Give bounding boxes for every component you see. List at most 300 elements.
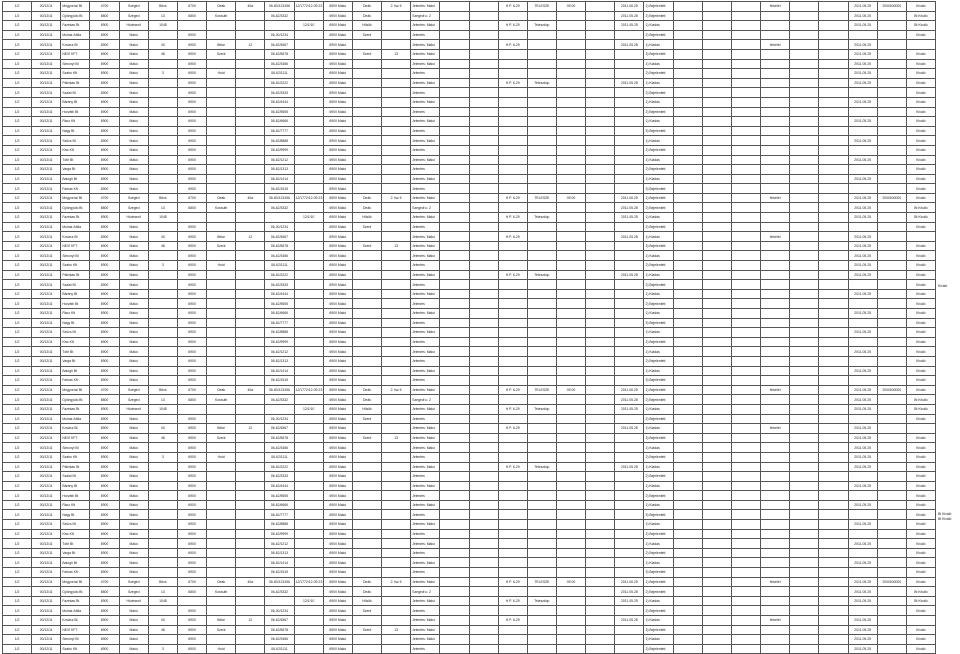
table-cell: 1/2: [3, 385, 32, 395]
table-cell: [382, 270, 411, 280]
table-cell: [352, 558, 381, 568]
table-cell: Makó: [119, 222, 148, 232]
table-cell: 6900: [177, 520, 206, 530]
table-cell: [469, 97, 498, 107]
table-cell: 1) Kiadás: [644, 78, 673, 88]
table-cell: 2000000000: [877, 193, 906, 203]
table-cell: [615, 443, 644, 453]
table-cell: 6900: [177, 529, 206, 539]
table-cell: 06-62/1313: [265, 548, 294, 558]
table-cell: Jelentés: [411, 145, 440, 155]
table-cell: 6900: [90, 309, 119, 319]
table-cell: [440, 347, 469, 357]
table-cell: Jelentés: Makó: [411, 596, 440, 606]
table-cell: [673, 289, 702, 299]
table-cell: [148, 136, 177, 146]
table-cell: [469, 213, 498, 223]
table-cell: 6800: [90, 203, 119, 213]
table-cell: [790, 414, 819, 424]
table-cell: [731, 558, 760, 568]
table-cell: 6800: [177, 587, 206, 597]
table-cell: 6900 Makó: [323, 318, 352, 328]
table-cell: [877, 414, 906, 424]
table-cell: [294, 558, 323, 568]
table-cell: [382, 251, 411, 261]
table-cell: Szeged: [119, 577, 148, 587]
table-cell: [294, 78, 323, 88]
table-cell: 6900 Makó: [323, 395, 352, 405]
table-row: [3, 145, 936, 155]
table-cell: [731, 376, 760, 386]
table-cell: Horváth Bt: [61, 491, 90, 501]
table-row: [3, 193, 936, 203]
table-cell: Jelentés: Makó: [411, 424, 440, 434]
table-cell: Szalai Bt: [61, 280, 90, 290]
table-cell: [731, 596, 760, 606]
table-cell: 1) Bejelentett: [644, 2, 673, 12]
table-cell: [352, 59, 381, 69]
table-cell: [586, 241, 615, 251]
table-cell: Teleszkóp: [527, 596, 556, 606]
table-cell: 06-62/9999: [265, 145, 294, 155]
table-cell: 1/2: [3, 433, 32, 443]
table-cell: 06-62/3332: [265, 587, 294, 597]
table-cell: [615, 174, 644, 184]
table-cell: 3) Bejelentett: [644, 184, 673, 194]
table-cell: 6900 Makó: [323, 261, 352, 271]
table-cell: Kossuth: [207, 587, 236, 597]
table-cell: [877, 97, 906, 107]
table-cell: 06-62/4567: [265, 40, 294, 50]
table-cell: [440, 2, 469, 12]
table-cell: 00/12/11: [32, 500, 61, 510]
table-cell: Szabó Kft: [61, 644, 90, 654]
table-cell: 6900: [90, 347, 119, 357]
table-cell: 13: [148, 395, 177, 405]
table-cell: 06-62/1111: [265, 452, 294, 462]
table-cell: 6900: [90, 213, 119, 223]
table-cell: [294, 635, 323, 645]
table-cell: Bt Kiváló: [906, 213, 935, 223]
table-cell: [586, 261, 615, 271]
table-cell: 6900 Makó: [323, 606, 352, 616]
table-cell: [207, 520, 236, 530]
table-cell: [469, 69, 498, 79]
table-cell: [236, 174, 265, 184]
table-cell: 00/12/11: [32, 30, 61, 40]
table-cell: [731, 568, 760, 578]
table-cell: Makó: [119, 568, 148, 578]
table-cell: 00/12/11: [32, 424, 61, 434]
table-cell: [556, 174, 585, 184]
table-cell: 06-30/1234: [265, 414, 294, 424]
table-cell: 06-62/7777: [265, 126, 294, 136]
table-cell: [877, 232, 906, 242]
table-cell: [731, 404, 760, 414]
table-cell: 1/2: [3, 309, 32, 319]
table-cell: [731, 510, 760, 520]
table-cell: 6900 Makó: [323, 366, 352, 376]
table-cell: Kiváló: [906, 289, 935, 299]
table-cell: [702, 309, 731, 319]
table-cell: 06-80/123456: [265, 193, 294, 203]
table-cell: [673, 452, 702, 462]
table-cell: 6900: [177, 318, 206, 328]
table-row: [3, 280, 936, 290]
table-cell: [469, 261, 498, 271]
table-cell: 6900 Makó: [323, 309, 352, 319]
table-cell: 2011.05.28: [615, 203, 644, 213]
table-cell: Szeged: [119, 385, 148, 395]
table-cell: 6900: [177, 117, 206, 127]
table-cell: [382, 606, 411, 616]
table-cell: [527, 280, 556, 290]
table-row: [3, 616, 936, 626]
table-cell: [731, 289, 760, 299]
table-cell: [382, 395, 411, 405]
table-cell: 1/2: [3, 193, 32, 203]
table-cell: [527, 424, 556, 434]
table-cell: [615, 366, 644, 376]
table-cell: Makó: [119, 520, 148, 530]
table-cell: [702, 2, 731, 12]
table-cell: [469, 193, 498, 203]
table-cell: 13: [382, 49, 411, 59]
table-cell: 4700: [90, 385, 119, 395]
table-cell: [294, 136, 323, 146]
table-cell: [207, 472, 236, 482]
table-cell: [469, 280, 498, 290]
table-cell: [440, 69, 469, 79]
table-cell: 00/12/11: [32, 577, 61, 587]
table-cell: [761, 376, 790, 386]
table-row: [3, 97, 936, 107]
table-cell: [761, 558, 790, 568]
table-cell: 3: [148, 69, 177, 79]
table-cell: [702, 49, 731, 59]
table-cell: [294, 644, 323, 654]
table-cell: Varga Bt: [61, 548, 90, 558]
table-cell: 06-80/123456: [265, 385, 294, 395]
table-cell: [673, 184, 702, 194]
table-cell: [440, 529, 469, 539]
table-cell: [440, 213, 469, 223]
table-cell: TELESZE: [527, 2, 556, 12]
table-cell: [819, 203, 848, 213]
table-cell: [731, 644, 760, 654]
table-cell: Jelentés: [411, 510, 440, 520]
table-cell: [556, 270, 585, 280]
table-cell: [527, 184, 556, 194]
table-cell: [440, 11, 469, 21]
table-cell: [790, 616, 819, 626]
table-cell: 2) Bejelentett: [644, 491, 673, 501]
table-cell: 1048: [148, 213, 177, 223]
table-cell: [469, 232, 498, 242]
table-cell: [382, 424, 411, 434]
table-cell: 6900: [177, 69, 206, 79]
table-cell: 2011.05.25: [848, 644, 877, 654]
table-row: [3, 136, 936, 146]
table-cell: Makó: [119, 539, 148, 549]
table-cell: 1/2: [3, 548, 32, 558]
table-cell: [702, 40, 731, 50]
table-cell: [615, 155, 644, 165]
table-cell: [702, 117, 731, 127]
table-cell: [207, 145, 236, 155]
table-cell: 1/2: [3, 2, 32, 12]
table-cell: [294, 481, 323, 491]
table-cell: Kiváló: [906, 500, 935, 510]
table-cell: 1/2: [3, 11, 32, 21]
table-cell: 6900 Makó: [323, 577, 352, 587]
table-cell: [236, 155, 265, 165]
table-cell: Jelentés: [411, 69, 440, 79]
table-cell: Deák: [207, 577, 236, 587]
table-cell: [498, 11, 527, 21]
table-cell: [790, 635, 819, 645]
table-cell: [731, 97, 760, 107]
table-cell: [527, 309, 556, 319]
table-cell: [440, 644, 469, 654]
table-cell: [382, 21, 411, 31]
table-cell: [527, 616, 556, 626]
table-cell: [877, 117, 906, 127]
table-cell: 2011.05.25: [848, 251, 877, 261]
table-cell: [498, 558, 527, 568]
table-cell: 6900: [177, 155, 206, 165]
table-cell: [498, 491, 527, 501]
table-cell: 12/1/10: [294, 21, 323, 31]
table-cell: [382, 222, 411, 232]
table-cell: TELESZE: [527, 193, 556, 203]
table-cell: [382, 452, 411, 462]
table-cell: Makó: [119, 500, 148, 510]
table-cell: [498, 356, 527, 366]
table-cell: [236, 414, 265, 424]
table-cell: [148, 174, 177, 184]
table-cell: [615, 606, 644, 616]
table-cell: 00/12/11: [32, 472, 61, 482]
table-cell: [819, 280, 848, 290]
table-cell: Makó: [119, 126, 148, 136]
table-cell: [731, 635, 760, 645]
table-cell: [819, 184, 848, 194]
table-cell: [673, 270, 702, 280]
table-cell: [556, 251, 585, 261]
table-cell: 1/2: [3, 78, 32, 88]
table-cell: [556, 462, 585, 472]
table-cell: Kossuth: [207, 203, 236, 213]
table-cell: [556, 232, 585, 242]
table-cell: H.P. 6-29: [498, 40, 527, 50]
table-cell: 13: [148, 203, 177, 213]
table-cell: [352, 88, 381, 98]
table-cell: [877, 376, 906, 386]
table-cell: Hold: [207, 452, 236, 462]
table-cell: [586, 21, 615, 31]
table-cell: Kiváló: [906, 472, 935, 482]
table-cell: [790, 539, 819, 549]
table-cell: [294, 347, 323, 357]
table-cell: Jelentés: [411, 261, 440, 271]
table-cell: [731, 107, 760, 117]
table-cell: [469, 40, 498, 50]
table-cell: [761, 443, 790, 453]
table-cell: [819, 491, 848, 501]
table-cell: Szegedi u. 2: [411, 587, 440, 597]
table-cell: [673, 145, 702, 155]
table-cell: [294, 318, 323, 328]
table-cell: 1/2: [3, 222, 32, 232]
table-cell: [819, 577, 848, 587]
table-cell: 1/2: [3, 289, 32, 299]
table-cell: [761, 117, 790, 127]
table-cell: [440, 136, 469, 146]
table-cell: [761, 548, 790, 558]
table-cell: Jelentés: Makó: [411, 539, 440, 549]
table-row: [3, 241, 936, 251]
table-cell: [498, 472, 527, 482]
table-cell: [469, 644, 498, 654]
table-cell: [382, 117, 411, 127]
table-cell: Kovács Bt: [61, 40, 90, 50]
table-cell: 2011.05.28: [615, 395, 644, 405]
table-cell: [236, 126, 265, 136]
table-cell: 6900: [90, 596, 119, 606]
table-cell: [556, 59, 585, 69]
table-cell: Makó: [119, 347, 148, 357]
table-cell: [615, 568, 644, 578]
table-cell: Kovács Bt: [61, 232, 90, 242]
table-cell: 6900 Makó: [323, 174, 352, 184]
table-cell: Hősök: [352, 21, 381, 31]
table-cell: 6900 Makó: [323, 539, 352, 549]
table-cell: felvétel: [761, 40, 790, 50]
table-cell: [440, 193, 469, 203]
table-cell: Jelentés: [411, 318, 440, 328]
table-cell: 06-62/7777: [265, 318, 294, 328]
table-cell: 1/2: [3, 462, 32, 472]
table-row: [3, 404, 936, 414]
table-cell: 6900: [90, 529, 119, 539]
table-cell: [877, 424, 906, 434]
table-cell: 2011.05.25: [848, 433, 877, 443]
table-cell: 00/12/11: [32, 97, 61, 107]
table-cell: [527, 107, 556, 117]
table-cell: Jelentés: [411, 30, 440, 40]
table-cell: [877, 443, 906, 453]
table-cell: [702, 30, 731, 40]
table-cell: Gyöngyösi Bt: [61, 395, 90, 405]
table-cell: 00/12/11: [32, 165, 61, 175]
table-cell: 6900 Makó: [323, 356, 352, 366]
table-cell: [527, 165, 556, 175]
table-cell: 2011.05.25: [848, 577, 877, 587]
table-cell: Kossuth: [207, 395, 236, 405]
table-cell: [440, 625, 469, 635]
table-cell: [731, 481, 760, 491]
table-cell: 1/2: [3, 472, 32, 482]
table-cell: [790, 558, 819, 568]
table-cell: 06-62/1212: [265, 347, 294, 357]
table-cell: 1/2: [3, 155, 32, 165]
table-cell: [352, 644, 381, 654]
table-cell: [790, 424, 819, 434]
table-cell: [673, 414, 702, 424]
table-cell: [673, 366, 702, 376]
table-cell: 6900 Makó: [323, 462, 352, 472]
table-cell: 6900: [177, 184, 206, 194]
table-cell: [440, 184, 469, 194]
table-row: [3, 126, 936, 136]
table-cell: [352, 481, 381, 491]
table-cell: [586, 155, 615, 165]
table-cell: 06-62/2222: [265, 78, 294, 88]
table-cell: [498, 126, 527, 136]
table-cell: [556, 548, 585, 558]
table-cell: [236, 472, 265, 482]
table-cell: [877, 136, 906, 146]
table-cell: 00/12/11: [32, 21, 61, 31]
table-cell: [761, 289, 790, 299]
table-cell: [352, 529, 381, 539]
table-cell: [527, 88, 556, 98]
table-cell: 2011.05.25: [848, 213, 877, 223]
table-cell: Jelentés: [411, 337, 440, 347]
table-cell: [761, 625, 790, 635]
table-cell: Kiváló: [906, 433, 935, 443]
table-cell: 06-62/3333: [265, 472, 294, 482]
table-row: [3, 174, 936, 184]
table-cell: [673, 59, 702, 69]
table-cell: 6900 Makó: [323, 289, 352, 299]
table-cell: [148, 548, 177, 558]
table-cell: [236, 356, 265, 366]
table-row: [3, 11, 936, 21]
table-cell: 6900: [177, 30, 206, 40]
table-cell: [790, 11, 819, 21]
table-cell: [352, 289, 381, 299]
table-cell: [440, 481, 469, 491]
table-cell: [615, 88, 644, 98]
table-cell: 6900 Makó: [323, 270, 352, 280]
table-cell: [761, 606, 790, 616]
table-cell: [731, 366, 760, 376]
table-cell: Szent: [352, 49, 381, 59]
table-cell: [382, 232, 411, 242]
table-cell: [877, 289, 906, 299]
table-cell: 00/12/11: [32, 443, 61, 453]
table-cell: [586, 59, 615, 69]
table-cell: [731, 261, 760, 271]
table-cell: [615, 625, 644, 635]
table-cell: [527, 366, 556, 376]
table-cell: [819, 443, 848, 453]
table-row: [3, 2, 936, 12]
table-cell: 6900 Makó: [323, 117, 352, 127]
table-cell: [790, 548, 819, 558]
table-cell: [148, 251, 177, 261]
table-cell: [556, 596, 585, 606]
table-cell: [236, 49, 265, 59]
table-cell: [731, 88, 760, 98]
table-cell: [207, 539, 236, 549]
table-cell: 00/12/11: [32, 261, 61, 271]
table-cell: 1/2: [3, 203, 32, 213]
table-cell: [294, 309, 323, 319]
table-cell: [731, 280, 760, 290]
